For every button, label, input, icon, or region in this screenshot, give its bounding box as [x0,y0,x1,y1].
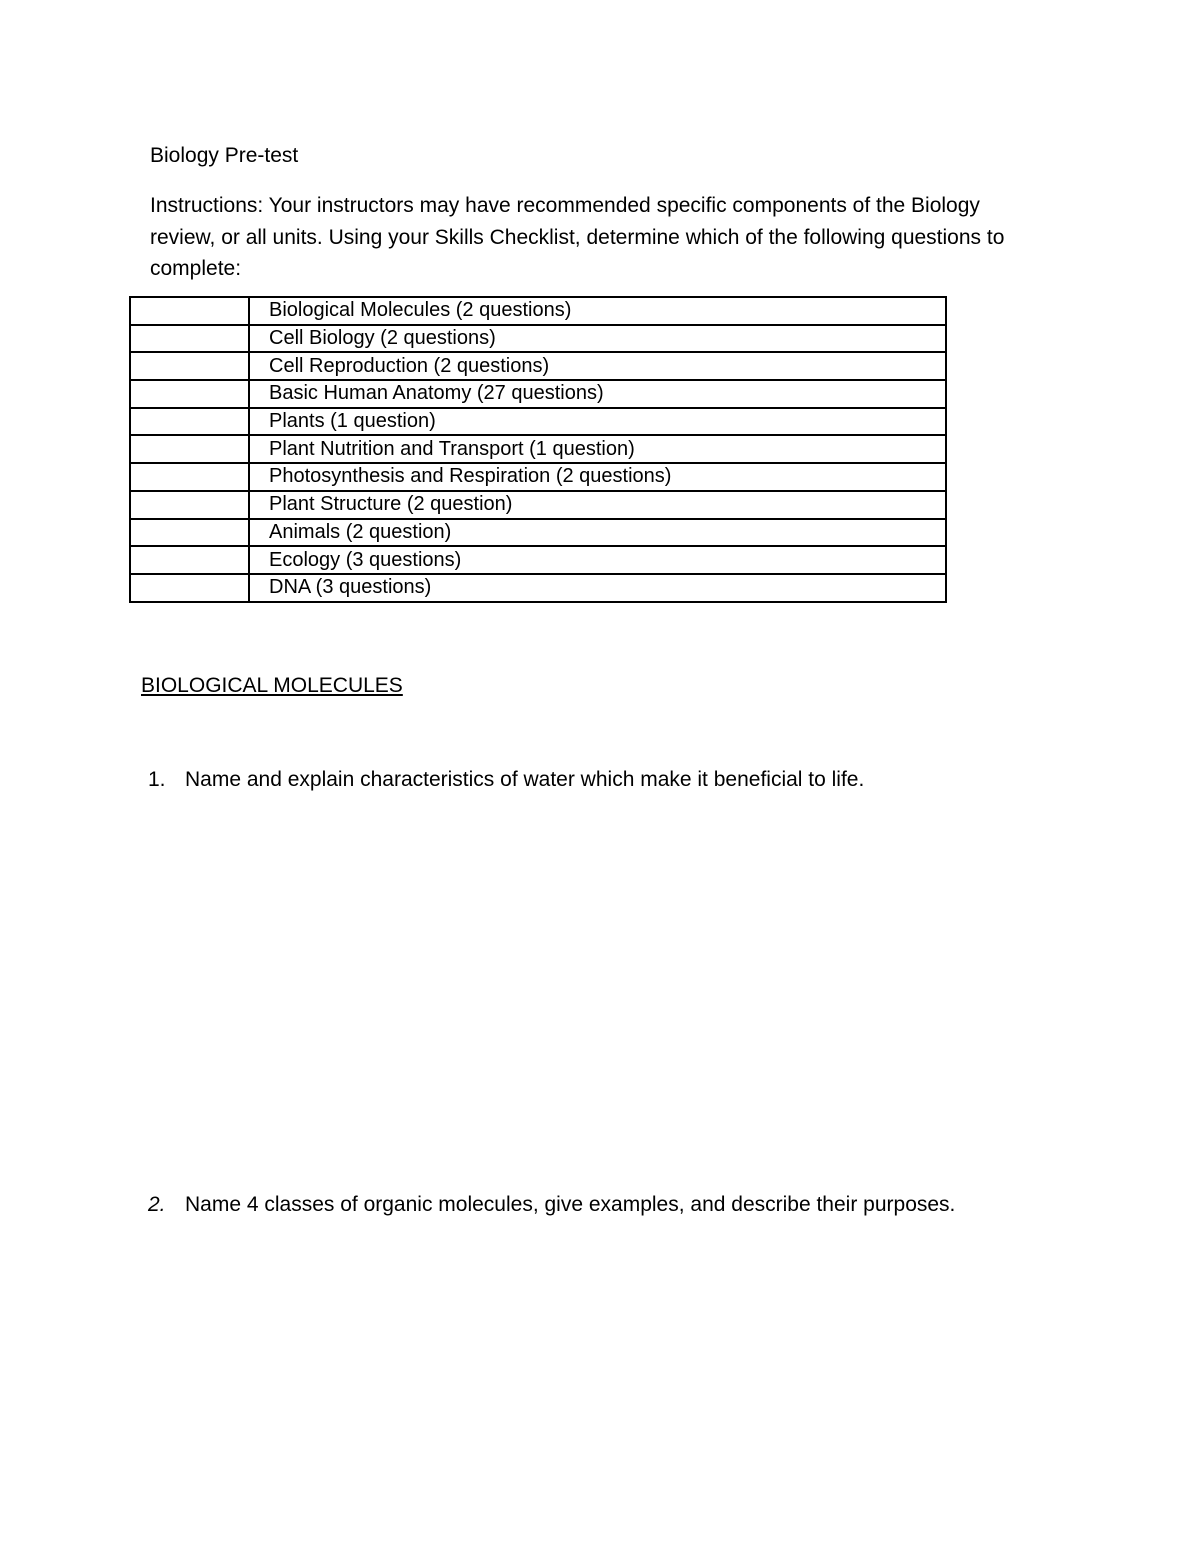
answer-space-2[interactable] [150,1230,1050,1530]
checkbox-cell[interactable] [130,408,249,436]
page-title: Biology Pre-test [150,144,299,167]
checkbox-cell[interactable] [130,380,249,408]
checkbox-cell[interactable] [130,491,249,519]
checkbox-cell[interactable] [130,352,249,380]
table-row [130,519,946,547]
table-row [130,574,946,602]
checkbox-cell[interactable] [130,435,249,463]
unit-topic: Plants (1 question) [249,408,946,436]
answer-space-1[interactable] [150,805,1050,1175]
table-row [130,435,946,463]
checkbox-cell[interactable] [130,325,249,353]
table-row [130,297,946,325]
instructions-text: Instructions: Your instructors may have recommended specific components of the Biology review, or all units. Using your Skills Checklist, determine which of the following questions to complete: [150,194,1005,280]
unit-topic: Cell Biology (2 questions) [249,325,946,353]
unit-topic: Plant Structure (2 question) [249,491,946,519]
checkbox-cell[interactable] [130,463,249,491]
table-row [130,408,946,436]
unit-topic: Biological Molecules (2 questions) [249,297,946,325]
checkbox-cell[interactable] [130,297,249,325]
table-row [130,491,946,519]
checkbox-cell[interactable] [130,519,249,547]
unit-topic: Photosynthesis and Respiration (2 questions) [249,463,946,491]
unit-topic: Cell Reproduction (2 questions) [249,352,946,380]
unit-topic: Basic Human Anatomy (27 questions) [249,380,946,408]
table-row [130,546,946,574]
table-row [130,380,946,408]
question-1 [148,767,864,793]
unit-topic: Plant Nutrition and Transport (1 question) [249,435,946,463]
unit-topic: Ecology (3 questions) [249,546,946,574]
question-2 [148,1192,955,1218]
units-checklist-table [129,296,947,603]
section-heading-biological-molecules: BIOLOGICAL MOLECULES [141,674,403,697]
table-row [130,325,946,353]
checkbox-cell[interactable] [130,574,249,602]
unit-topic: Animals (2 question) [249,519,946,547]
unit-topic: DNA (3 questions) [249,574,946,602]
table-row [130,463,946,491]
question-text: Name 4 classes of organic molecules, give examples, and describe their purposes. [185,1193,956,1216]
question-text: Name and explain characteristics of water which make it beneficial to life. [185,768,865,791]
question-number: 2. [148,1193,166,1216]
table-row [130,352,946,380]
question-number: 1. [148,768,166,791]
checkbox-cell[interactable] [130,546,249,574]
